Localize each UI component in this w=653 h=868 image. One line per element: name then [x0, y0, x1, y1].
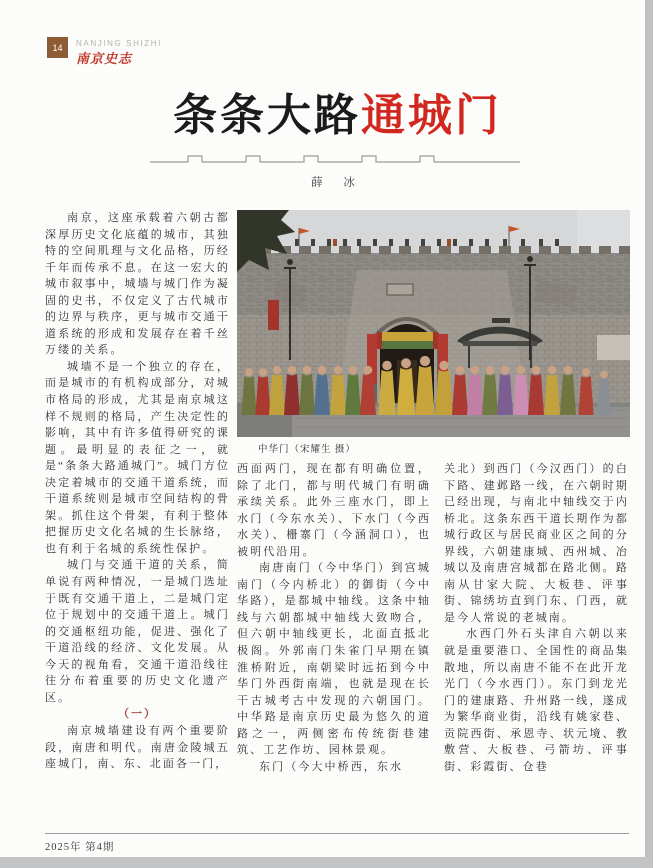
- paragraph: 关北）到西门（今汉西门）的白下路、建邺路一线，在六朝时期已经出现，与南北中轴线交于内桥北。这条东西干道长期作为都城行政区与居民商业区之间的分界线，六朝建康城、西州城、冶城以及南唐宫城都在路北侧。路南从甘家大院、大板巷、评事街、锦绣坊直到门东、门西，就是今人常说的老城南。: [444, 463, 629, 624]
- paragraph: 城墙不是一个独立的存在，而是城市的有机构成部分，对城市格局的形成，尤其是南京城这样不规则的格局，产生决定性的影响，其中有许多值得研究的课题。最明显的表征之一，就是“条条大路通城门”。城门方位决定着城市的交通干道系统，而干道系统则是城市空间结构的骨架。抓住这个骨架，有利于整体把握历史文化名城的生长脉络，也有利于名城的系统性保护。: [45, 360, 230, 555]
- section-heading: （一）: [118, 708, 157, 721]
- scan-edge-right: [645, 0, 653, 868]
- scan-edge-bottom: [0, 857, 653, 868]
- author-name: 薛 冰: [311, 177, 364, 189]
- column-right: [444, 461, 629, 775]
- battlement-divider-icon: [150, 151, 520, 165]
- page-number: 14: [52, 42, 63, 53]
- footer-rule: [45, 833, 629, 834]
- page-number-badge: [47, 37, 68, 58]
- article-photo: [237, 210, 630, 437]
- paragraph: 南唐南门（今中华门）到宫城南门（今内桥北）的御街（今中华路），是都城中轴线。这条中轴线与六朝都城中轴线大致吻合，但六朝中轴线更长，北面直抵北极阁。外郭南门朱雀门早期在镇淮桥附近，南朝梁时远拓到今中华门外西街南端，也就是现在长干古城考古中发现的六朝国门。中华路是南京历史最为悠久的道路之一，两侧密布传统街巷建筑、工艺作坊、园林景观。: [237, 562, 431, 757]
- paragraph: 城门与交通干道的关系，简单说有两种情况，一是城门选址于既有交通干道上，二是城门定位于规划中的交通干道上。城门的交通枢纽功能，促进、强化了干道沿线的经济、文化发展。从今天的视角看，交通干道沿线往往分布着重要的历史文化遗产区。: [45, 559, 230, 704]
- paragraph: 南京城墙建设有两个重要阶段，南唐和明代。南唐金陵城五座城门，南、东、北面各一门，: [45, 724, 230, 771]
- paragraph: 西面两门，现在都有明确位置，除了北门，都与明代城门有明确承续关系。此外三座水门，即上水门（今东水关）、下水门（今西水关）、栅寨门（今涵洞口），也被明代沿用。: [237, 463, 431, 558]
- paragraph: 水西门外石头津自六朝以来就是重要港口、全国性的商品集散地，所以南唐不能不在此开龙光门（今水西门）。东门到龙光门的建康路、升州路一线，遂成为繁华商业街，沿线有姚家巷、贡院西街、承恩寺、状元境、教敷营、大板巷、弓箭坊、评事街、彩霞街、仓巷: [444, 628, 629, 773]
- column-middle: [237, 461, 431, 775]
- paragraph: 南京，这座承载着六朝古都深厚历史文化底蕴的城市，其独特的空间肌理与文化品格，历经千年而传承不息。在这一宏大的城市叙事中，城墙与城门作为凝固的史书，不仅定义了古代城市的边界与秩序，更与城市交通干道系统的形成和发展存在着千丝万缕的关系。: [45, 212, 230, 357]
- article-title-red: 通城门: [361, 91, 502, 140]
- photo-gate-plaque: [387, 284, 413, 295]
- paragraph: 东门（今大中桥西，东水: [259, 760, 404, 773]
- journal-name-en: NANJING SHIZHI: [76, 39, 162, 48]
- article-title: [45, 92, 630, 140]
- article-title-black: 条条大路: [173, 91, 361, 140]
- column-left: [45, 210, 230, 773]
- photo-festival-canopy: [377, 332, 438, 349]
- photo-caption: 中华门（宋耀生 摄）: [258, 445, 356, 455]
- journal-name-cn: 南京史志: [76, 52, 133, 67]
- gate-photo-illustration: [237, 210, 630, 437]
- issue-info: 2025年 第4期: [45, 842, 115, 853]
